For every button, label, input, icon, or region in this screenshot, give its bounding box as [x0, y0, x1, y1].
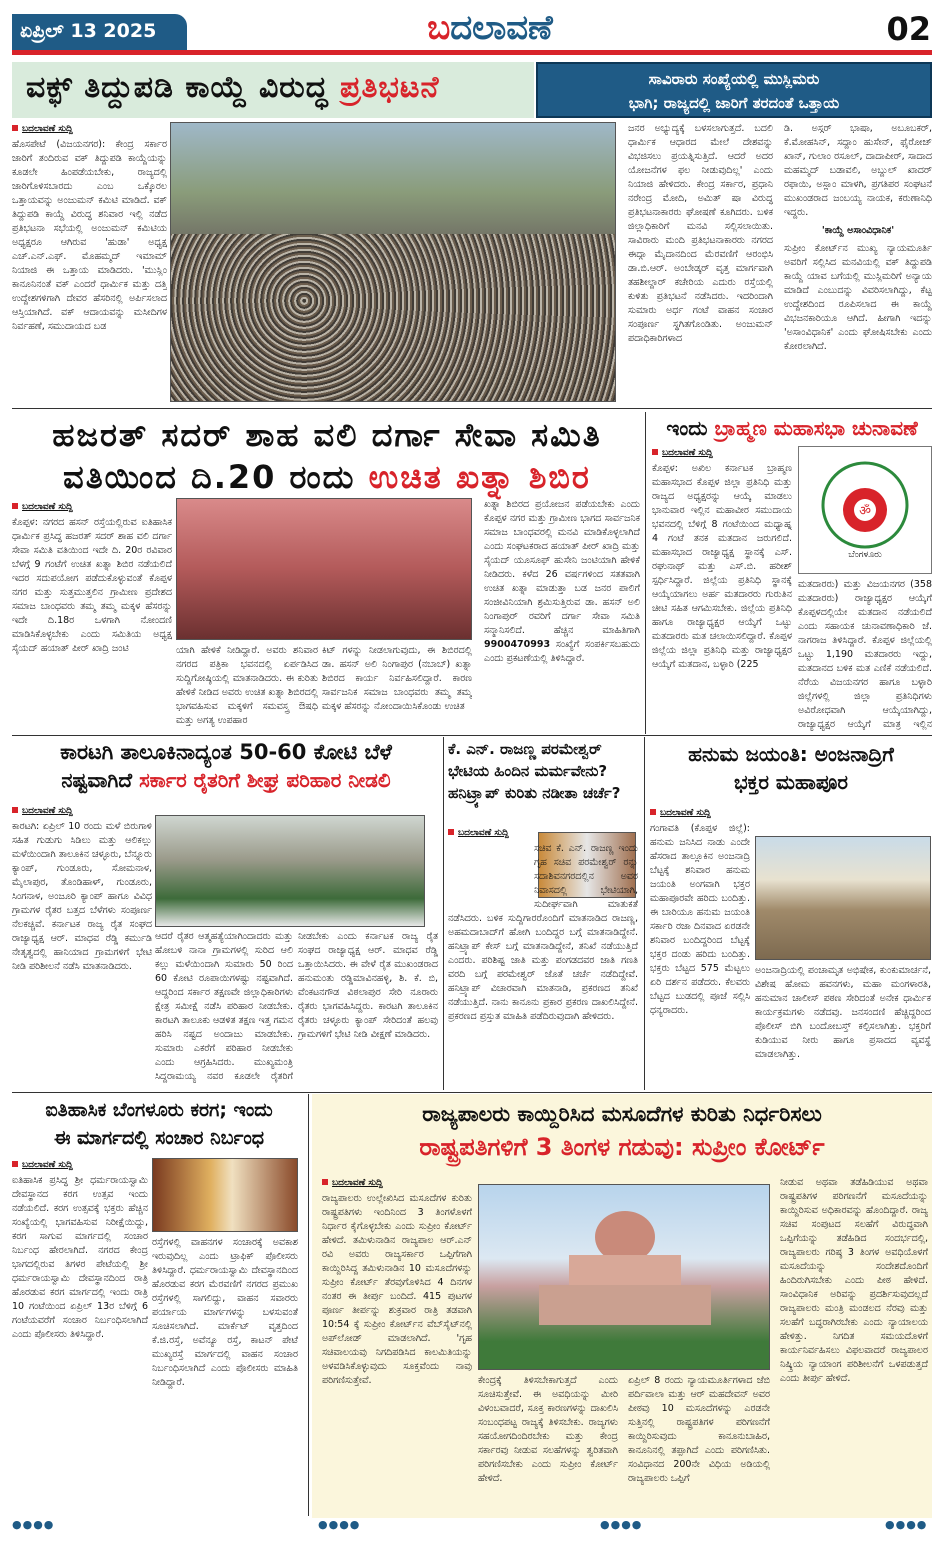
article-text: ಹೊಸಪೇಟೆ (ವಿಜಯನಗರ): ಕೇಂದ್ರ ಸರ್ಕಾರ ಜಾರಿಗೆ ತಂದಿರುವ ವಕ್ ತಿದ್ದುಪಡಿ ಕಾಯ್ದೆಯನ್ನು ಕೂಡಲೇ ಹಿಂಪಡೆಯಬೇಕು, ರಾಜ್ಯದಲ್ಲಿ ಜಾರಿಗೊಳಿಸಬಾರದು ಎಂಬ ಒಕ್ಕೊರಲ ಒತ್ತಾಯವನ್ನು ಅಂಜುಮನ್ ಕಮಿಟಿ ಮಾಡಿದೆ. ವಕ್ ತಿದ್ದುಪಡಿ ಕಾಯ್ದೆ ವಿರುದ್ಧ ಶನಿವಾರ ಇಲ್ಲಿ ನಡೆದ ಪ್ರತಿಭಟನಾ ಸಭೆಯಲ್ಲಿ ಅಂಜುಮನ್ ಕಮಿಟಿಯ ಅಧ್ಯಕ್ಷರೂ ಆಗಿರುವ 'ಹುಡಾ' ಅಧ್ಯಕ್ಷ ಎಚ್.ಎನ್.ಎಫ್. ಮೊಹಮ್ಮದ್ ಇಮಾಮ್ ನಿಯಾಜಿ ಈ ಒತ್ತಾಯ ಮಾಡಿದರು. 'ಮುಸ್ಲಿಂ ಕಾನೂನಿನಂತೆ ವಕ್ ಎಂದರೆ ಧಾರ್ಮಿಕ ಮತ್ತು ದತ್ತಿ ಉದ್ದೇಶಗಳಿಗಾಗಿ ದೇವರ ಹೆಸರಿನಲ್ಲಿ ಅರ್ಪಿಸಲಾದ ಆಸ್ತಿಯಾಗಿದೆ. ವಕ್ ಆದಾಯವನ್ನು ಮಸೀದಿಗಳ ನಿರ್ವಹಣೆ, ಸಮುದಾಯದ ಬಡ [12, 139, 167, 332]
article-text: ಸಚಿವ ಕೆ. ಎನ್. ರಾಜಣ್ಣ ಇಂದು ಗೃಹ ಸಚಿವ ಪರಮೇಶ್ವರ್ ರನ್ನು ಸದಾಶಿವನಗರದಲ್ಲಿನ ಅವರ ನಿವಾಸದಲ್ಲಿ ಭೇಟಿಯಾಗಿ, ಸುದೀರ್ಘವಾಗಿ ಮಾತುಕತೆ ನಡೆಸಿದರು. ಬಳಿಕ ಸುದ್ದಿಗಾರರೊಂದಿಗೆ ಮಾತನಾಡಿದ ರಾಜಣ್ಣ, ಅಹಮದಾಬಾದ್‌ಗೆ ಹೋಗಿ ಬಂದಿದ್ದರ ಬಗ್ಗೆ ಮಾತನಾಡಿದ್ದೇನೆ. ಹನಿಟ್ರ್ಯಾಪ್ ಕೇಸ್ ಬಗ್ಗೆ ಮಾತನಾಡಿದ್ದೇನೆ, ತನಿಖೆ ನಡೆಯುತ್ತಿದೆ ಎಂದರು. ಪರಿಶಿಷ್ಟ ಜಾತಿ ಮತ್ತು ಪಂಗಡದವರ ಜಾತಿ ಗಣತಿ ವರದಿ ಬಗ್ಗೆ ಪರಮೇಶ್ವರ್ ಜೊತೆ ಚರ್ಚೆ ನಡೆದಿದ್ದೇವೆ. ಹನಿಟ್ರ್ಯಾಪ್ ವಿಚಾರವಾಗಿ ಮಾತನಾಡಿ, ಪ್ರಕರಣದ ತನಿಖೆ ನಡೆಯುತ್ತಿದೆ. ನಾನು ಕಾನೂನು ಪ್ರಕಾರ ಪ್ರಕರಣ ದಾಖಲಿಸಿದ್ದೇನೆ. ಪ್ರಕರಣದ ಪ್ರಸ್ತುತ ಮಾಹಿತಿ ಪಡೆದಿರುವುದಾಗಿ ಹೇಳಿದರು. [448, 843, 638, 1022]
divider [645, 412, 646, 734]
court-dome-icon [479, 1185, 771, 1371]
headline-line: ಹಜರತ್ ಸದರ್ ಶಾಹ ವಲಿ ದರ್ಗಾ ಸೇವಾ ಸಮಿತಿ [52, 416, 602, 454]
farmers-photo [155, 815, 425, 927]
karatagi-col2 [155, 930, 293, 1086]
byline: ಬದಲಾವಣೆ ಸುದ್ದಿ [12, 1158, 148, 1172]
article-text: ಜನರ ಅಭ್ಯುದ್ಯಕ್ಕೆ ಬಳಸಲಾಗುತ್ತದೆ. ಬದಲಿ ಧಾರ್ಮಿಕ ಆಧಾರದ ಮೇಲೆ ದೇಶವನ್ನು ವಿಭಜಿಸಲು ಪ್ರಯತ್ನಿಸುತ್ತಿದೆ. ಆದರೆ ಅದರ ಯೋಜನೆಗಳ ಫಲ ನೀಡುವುದಿಲ್ಲ' ಎಂದು ನಿಯಾಜಿ ಹೇಳಿದರು. ಕೇಂದ್ರ ಸರ್ಕಾರ, ಪ್ರಧಾನಿ ನರೇಂದ್ರ ಮೋದಿ, ಅಮಿತ್ ಷಾ ವಿರುದ್ಧ ಪ್ರತಿಭಟನಾಕಾರರು ಘೋಷಣೆ ಕೂಗಿದರು. ಬಳಿಕ ಜಿಲ್ಲಾಧಿಕಾರಿಗೆ ಮನವಿ ಸಲ್ಲಿಸಲಾಯಿತು. ಸಾವಿರಾರು ಮಂದಿ ಪ್ರತಿಭಟನಾಕಾರರು ನಗರದ ಈದ್ಗಾ ಮೈದಾನದಿಂದ ಮೆರವಣಿಗೆ ಆರಂಭಿಸಿ ಡಾ.ಬಿ.ಆರ್. ಅಂಬೇಡ್ಕರ್ ವೃತ್ತ ಮಾರ್ಗವಾಗಿ ತಹಶೀಲ್ದಾರ್ ಕಚೇರಿಯ ಎದುರು ರಸ್ತೆಯಲ್ಲಿ ಕುಳಿತು ಪ್ರತಿಭಟನೆ ನಡೆಸಿದರು. ಇದರಿಂದಾಗಿ ಸುಮಾರು ಅರ್ಧ ಗಂಟೆ ವಾಹನ ಸಂಚಾರ ಸಂಪೂರ್ಣ ಸ್ಥಗಿತಗೊಂಡಿತು. ಅಂಜುಮನ್ ಪದಾಧಿಕಾರಿಗಳಾದ [628, 123, 773, 344]
article-text: ಡಿ. ಅಸ್ಗರ್ ಭಾಷಾ, ಅಬೂಬಕರ್, ಕೆ.ಮೋಹಸಿನ್, ಸದ್ದಾಂ ಹುಸೇನ್, ಫೈರೋಜ್ ಖಾನ್, ಗುಲಾಂ ರಸೂಲ್, ದಾದಾಪೀರ್, ಸಾದಾದ ಮಹಮ್ಮದ್ ಬಡಾವಲಿ, ಅಬ್ದುಲ್ ಖಾದರ್ ರಫಾಯಿ, ಅಸ್ಲಾಂ ಮಾಳಗಿ, ಪ್ರಗತಿಪರ ಸಂಘಟನೆ ಮುಖಂಡರಾದ ಜಂಬಯ್ಯ ನಾಯಕ, ಕರುಣಾನಿಧಿ ಇದ್ದರು. [784, 123, 932, 218]
headline-line: ಈ ಮಾರ್ಗದಲ್ಲಿ ಸಂಚಾರ ನಿರ್ಬಂಧ [53, 1127, 265, 1149]
article-text: ಆದರೆ ರೈತರ ಆತ್ಮಹತ್ಯೆಯಾಗಿಂದಾದರು ಮತ್ತು ಹೋಬಳಿ ನಾನಾ ಗ್ರಾಮಗಳಲ್ಲಿ ಸುರಿದ ಆಲಿ ಕಲ್ಲು ಮಳೆಯಿಂದಾಗಿ ಸುಮಾರು 50 ರಿಂದ 60 ಕೋಟಿ ರೂಪಾಯಿಗಳಷ್ಟು ನಷ್ಟವಾಗಿದೆ. ಆದ್ದರಿಂದ ಸರ್ಕಾರ ತಕ್ಷಣವೇ ಜಿಲ್ಲಾಧಿಕಾರಿಗಳು ಕ್ಷೇತ್ರ ಸಮೀಕ್ಷೆ ನಡೆಸಿ ಪರಿಹಾರ ನೀಡಬೇಕು. ಕಾರಟಗಿ ತಾಲೂಕು ಆಡಳಿತ ತಕ್ಷಣ ಇತ್ತ ಗಮನ ಹರಿಸಿ ನಷ್ಟದ ಅಂದಾಜು ಮಾಡಬೇಕು. ಸುಮಾರು ಎಕರೆಗೆ ಪರಿಹಾರ ನೀಡಬೇಕು ಎಂದು ಆಗ್ರಹಿಸಿದರು. ಮುಖ್ಯಮಂತ್ರಿ ಸಿದ್ದರಾಮಯ್ಯ ನವರ ಕೂಡಲೇ ರೈತರಿಗೆ [155, 931, 293, 1082]
headline-black: ನಷ್ಟವಾಗಿದೆ [61, 768, 133, 792]
karaga-col1 [12, 1158, 148, 1514]
registration-dots: ●●●● [600, 1518, 643, 1531]
byline: ಬದಲಾವಣೆ ಸುದ್ದಿ [448, 826, 534, 840]
headline-black: ವಕ್ಫ್ ತಿದ್ದುಪಡಿ ಕಾಯ್ದೆ ವಿರುದ್ಧ [26, 70, 329, 105]
divider [644, 737, 645, 1090]
article-text: ಕಾರಟಗಿ: ಏಪ್ರಿಲ್ 10 ರಂದು ಮಳೆ ಬಿರುಗಾಳಿ ಸಹಿತ ಗುಡುಗು ಸಿಡಿಲು ಮತ್ತು ಆಲಿಕಲ್ಲು ಮಳೆಯಿಂದಾಗಿ ತಾಲೂಕಿನ ಚಳ್ಳೂರು, ಬೆನ್ನೂರು ಕ್ಯಾಂಪ್, ಗುಂಡೂರು, ಸೋಮನಾಳ, ಮೈಲಾಪುರ, ತೊಂಡಿಹಾಳ್, ಗುಂಡೂರು, ಸಿಂಗನಾಳ, ಅಂಜೂರಿ ಕ್ಯಾಂಪ್ ಹಾಗೂ ವಿವಿಧ ಗ್ರಾಮಗಳ ರೈತರ ಬತ್ತದ ಬೆಳೆಗಳು ಸಂಪೂರ್ಣ ನೆಲಕಚ್ಚಿವೆ. ಕರ್ನಾಟಕ ರಾಜ್ಯ ರೈತ ಸಂಘದ ರಾಜ್ಯಾಧ್ಯಕ್ಷ ಆರ್. ಮಾಧವ ರೆಡ್ಡಿ ಕರ್ಮುಡಿ ನೇತೃತ್ವದಲ್ಲಿ ಹಾನಿಯಾದ ಗ್ರಾಮಗಳಿಗೆ ಭೇಟಿ ನೀಡಿ ಪರಿಶೀಲನೆ ನಡೆಸಿ ಮಾತನಾಡಿದರು. [12, 821, 152, 972]
waqf-col1 [12, 122, 167, 404]
subhead-line: ಸಾವಿರಾರು ಸಂಖ್ಯೆಯಲ್ಲಿ ಮುಸ್ಲಿಮರು [648, 70, 820, 88]
divider [308, 1094, 309, 1516]
subhead-line: ಭಾಗಿ; ರಾಜ್ಯದಲ್ಲಿ ಜಾರಿಗೆ ತರದಂತೆ ಒತ್ತಾಯ [628, 94, 840, 112]
byline: ಬದಲಾವಣೆ ಸುದ್ದಿ [322, 1176, 472, 1190]
article-text: ಐತಿಹಾಸಿಕ ಪ್ರಸಿದ್ಧ ಶ್ರೀ ಧರ್ಮರಾಯಸ್ವಾಮಿ ದೇವಸ್ಥಾನದ ಕರಗ ಉತ್ಸವ ಇಂದು ನಡೆಯಲಿದೆ. ಕರಗ ಉತ್ಸವಕ್ಕೆ ಭಕ್ತರು ಹೆಚ್ಚಿನ ಸಂಖ್ಯೆಯಲ್ಲಿ ಭಾಗವಹಿಸುವ ನಿರೀಕ್ಷೆಯಿದ್ದು, ಕರಗ ಸಾಗುವ ಮಾರ್ಗದಲ್ಲಿ ಸಂಚಾರ ನಿರ್ಬಂಧ ಹೇರಲಾಗಿದೆ. ನಗರದ ಕೇಂದ್ರ ಭಾಗದಲ್ಲಿರುವ ತಿಗಳರ ಪೇಟೆಯಲ್ಲಿ ಶ್ರೀ ಧರ್ಮರಾಯಸ್ವಾಮಿ ದೇವಸ್ಥಾನದಿಂದ ರಾತ್ರಿ ಹೊರಡುವ ಕರಗ ಮಾರ್ಗದಲ್ಲಿ ಇಂದು ರಾತ್ರಿ 10 ಗಂಟೆಯಿಂದ ಏಪ್ರಿಲ್ 13ರ ಬೆಳಿಗ್ಗೆ 6 ಗಂಟೆಯವರೆಗೆ ಸಂಚಾರ ನಿರ್ಬಂಧಿಸಲಾಗಿದೆ ಎಂದು ಪೊಲೀಸರು ತಿಳಿಸಿದ್ದಾರೆ. [12, 1175, 148, 1340]
committee-members-photo [176, 498, 472, 640]
sc-col1 [322, 1176, 472, 1514]
divider [12, 735, 932, 736]
box-title: 'ಕಾಯ್ದೆ ಅಸಾಂವಿಧಾನಿಕ' [821, 225, 895, 236]
article-text: ಅಂಜನಾದ್ರಿಯಲ್ಲಿ ಪಂಚಾಮೃತ ಅಭಿಷೇಕ, ಕುಂಕುಮಾರ್ಚನೆ, ವಿಶೇಷ ಹೋಮ ಹವನಗಳು, ಮಹಾ ಮಂಗಳಾರತಿ, ಹನುಮಾನ ಚಾಲೀಸ್ ಪಠಣ ಸೇರಿದಂತೆ ಅನೇಕ ಧಾರ್ಮಿಕ ಕಾರ್ಯಕ್ರಮಗಳು ನಡೆದವು. ಜನಸಂದಣಿ ಹೆಚ್ಚಿದ್ದರಿಂದ ಪೊಲೀಸ್ ಬಿಗಿ ಬಂದೋಬಸ್ತ್ ಕಲ್ಪಿಸಲಾಗಿತ್ತು. ಭಕ್ತರಿಗೆ ಕುಡಿಯುವ ನೀರು ಹಾಗೂ ಪ್ರಸಾದದ ವ್ಯವಸ್ಥೆ ಮಾಡಲಾಗಿತ್ತು. [755, 965, 931, 1060]
article-text: ಮತದಾರರು) ಮತ್ತು ವಿಜಯನಗರ (358 ಮತದಾರರು) ರಾಜ್ಯಾಧ್ಯಕ್ಷರ ಆಯ್ಕೆಗೆ ಕೊಪ್ಪಳದಲ್ಲಿಯೇ ಮತದಾನ ನಡೆಯಲಿದೆ ಎಂದು ಸಹಾಯಕ ಚುನಾವಣಾಧಿಕಾರಿ ಜೆ. ನಾಗರಾಜ ತಿಳಿಸಿದ್ದಾರೆ. ಕೊಪ್ಪಳ ಜಿಲ್ಲೆಯಲ್ಲಿ ಒಟ್ಟು 1,190 ಮತದಾರರು ಇದ್ದು, ಮತದಾನದ ಬಳಿಕ ಮತ ಎಣಿಕೆ ನಡೆಯಲಿದೆ. ನೆರೆಯ ವಿಜಯನಗರ ಹಾಗೂ ಬಳ್ಳಾರಿ ಜಿಲ್ಲೆಗಳಲ್ಲಿ ಜಿಲ್ಲಾ ಪ್ರತಿನಿಧಿಗಳು ಅವಿರೋಧವಾಗಿ ಆಯ್ಕೆಯಾಗಿದ್ದು, ರಾಜ್ಯಾಧ್ಯಕ್ಷರ ಆಯ್ಕೆಗೆ ಮಾತ್ರ ಇಲ್ಲಿನ [798, 579, 932, 730]
byline: ಬದಲಾವಣೆ ಸುದ್ದಿ [652, 446, 792, 460]
hanuma-headline [650, 740, 932, 796]
article-text: ಏಪ್ರಿಲ್ 8 ರಂದು ನ್ಯಾಯಮೂರ್ತಿಗಳಾದ ಜೆಬಿ ಪರ್ದಿವಾಲಾ ಮತ್ತು ಆರ್ ಮಹದೇವನ್ ಅವರ ಪೀಠವು 10 ಮಸೂದೆಗಳನ್ನು ಎರಡನೇ ಸುತ್ತಿನಲ್ಲಿ ರಾಷ್ಟ್ರಪತಿಗಳ ಪರಿಗಣನೆಗೆ ಕಾಯ್ದಿರಿಸುವುದು ಕಾನೂನುಬಾಹಿರ, ಕಾನೂನಿನಲ್ಲಿ ತಪ್ಪಾಗಿದೆ ಎಂದು ಪರಿಗಣಿಸಿತು. ಸಂವಿಧಾನದ 200ನೇ ವಿಧಿಯ ಅಡಿಯಲ್ಲಿ ರಾಜ್ಯಪಾಲರು ಒಪ್ಪಿಗೆ [628, 1375, 770, 1484]
waqf-headline [12, 62, 534, 118]
rajanna-headline: ಕೆ. ಎನ್. ರಾಜಣ್ಣ ಪರಮೇಶ್ವರ್ ಭೇಟಿಯ ಹಿಂದಿನ ಮರ್ಮವೇನು? ಹನಿಟ್ರ್ಯಾಪ್ ಕುರಿತು ನಡೀತಾ ಚರ್ಚೆ? [448, 740, 621, 802]
sc-col2 [478, 1374, 618, 1514]
registration-dots: ●●●● [318, 1518, 361, 1531]
masthead-red: ಬ [427, 8, 451, 48]
headline-red: ಪ್ರತಿಭಟನೆ [339, 70, 440, 105]
article-text: ನೀಡಬೇಕು ಎಂದು ಕರ್ನಾಟಕ ರಾಜ್ಯ ರೈತ ಸಂಘದ ರಾಜ್ಯಾಧ್ಯಕ್ಷ ಆರ್. ಮಾಧವ ರೆಡ್ಡಿ ಒತ್ತಾಯಿಸಿದರು. ಈ ವೇಳೆ ರೈತ ಮುಖಂಡರಾದ ಹನುಮಂತು ರಡ್ಡಿಮಾವಿನಹಳ್ಳಿ, ಶಿ. ಕೆ. ಬಿ, ವೆಂಕಟನಗೌಡ ವಿಠಲಾಪುರ ಸೇರಿ ನೂರಾರು ರೈತರು ಭಾಗವಹಿಸಿದ್ದರು. ಕಾರಟಗಿ ತಾಲೂಕಿನ ರೈತರು ಚಳ್ಳೂರು ಕ್ಯಾಂಪ್ ಸೇರಿದಂತೆ ಹಲವು ಗ್ರಾಮಗಳಿಗೆ ಭೇಟಿ ನೀಡಿ ವೀಕ್ಷಣೆ ಮಾಡಿದರು. [298, 931, 438, 1040]
headline-black: ಇಂದು [666, 416, 708, 440]
karatagi-headline [12, 738, 440, 794]
lotus-om-emblem-icon [820, 460, 910, 550]
logo-caption: ಬೆಂಗಳೂರು [848, 550, 882, 560]
anjanadri-hill-photo [755, 836, 931, 960]
article-text: ನೀಡುವ ಅಥವಾ ತಡೆಹಿಡಿಯುವ ಅಥವಾ ರಾಷ್ಟ್ರಪತಿಗಳ ಪರಿಗಣನೆಗೆ ಮಸೂದೆಯನ್ನು ಕಾಯ್ದಿರಿಸುವ ಅಧಿಕಾರವನ್ನು ಹೊಂದಿದ್ದಾರೆ. ರಾಜ್ಯ ಸಚಿವ ಸಂಪುಟದ ಸಲಹೆಗೆ ವಿರುದ್ಧವಾಗಿ ಒಪ್ಪಿಗೆಯನ್ನು ತಡೆಹಿಡಿದ ಸಂದರ್ಭದಲ್ಲಿ, ರಾಜ್ಯಪಾಲರು ಗರಿಷ್ಠ 3 ತಿಂಗಳ ಅವಧಿಯೊಳಗೆ ಮಸೂದೆಯನ್ನು ಸಂದೇಶದೊಂದಿಗೆ ಹಿಂದಿರುಗಿಸಬೇಕು ಎಂದು ಪೀಠ ಹೇಳಿದೆ. ಸಾಂವಿಧಾನಿಕ ಅರಿವನ್ನು ಪ್ರದರ್ಶಿಸುವುದಲ್ಲದೆ ರಾಜ್ಯಪಾಲರು ಮಂತ್ರಿ ಮಂಡಲದ ನೆರವು ಮತ್ತು ಸಲಹೆಗೆ ಬದ್ಧರಾಗಿರಬೇಕು ಎಂದು ನ್ಯಾಯಾಲಯ ಹೇಳಿತ್ತು. ನಿಗದಿತ ಸಮಯದೊಳಗೆ ಕಾರ್ಯನಿರ್ವಹಿಸಲು ವಿಫಲವಾದರೆ ರಾಜ್ಯಪಾಲರ ನಿಷ್ಕ್ರಿಯ ನ್ಯಾಯಾಂಗ ಪರಿಶೀಲನೆಗೆ ಒಳಪಡುತ್ತದೆ ಎಂದು ತೀರ್ಪು ಹೇಳಿದೆ. [780, 1177, 928, 1384]
headline-line: ಐತಿಹಾಸಿಕ ಬೆಂಗಳೂರು ಕರಗ; ಇಂದು [45, 1099, 273, 1121]
divider [12, 408, 932, 409]
headline-red: ಉಚಿತ ಖತ್ನಾ ಶಿಬಿರ [368, 458, 591, 496]
dargah-col2 [176, 644, 318, 732]
karaga-col2 [152, 1236, 298, 1514]
headline-red: ಬ್ರಾಹ್ಮಣ ಮಹಾಸಭಾ ಚುನಾವಣೆ [714, 416, 918, 440]
header-divider [12, 50, 932, 55]
waqf-col2 [628, 122, 773, 404]
date-tab: ಏಪ್ರಿಲ್ 13 2025 [12, 14, 187, 50]
registration-dots: ●●●● [12, 1518, 55, 1531]
phone-number: 9900470993 [484, 639, 551, 650]
karatagi-col3 [298, 930, 438, 1086]
article-text: ಸಂಖ್ಯೆಗೆ ಸಂಪರ್ಕಿಸಬಹುದು ಎಂದು ಪ್ರಕಟಣೆಯಲ್ಲಿ ತಿಳಿಸಿದ್ದಾರೆ. [484, 639, 640, 664]
article-text: ಗಂಗಾವತಿ (ಕೊಪ್ಪಳ ಜಿಲ್ಲೆ): ಹನುಮ ಜನಿಸಿದ ನಾಡು ಎಂದೇ ಹೆಸರಾದ ತಾಲ್ಲೂಕಿನ ಅಂಜನಾದ್ರಿ ಬೆಟ್ಟಕ್ಕೆ ಶನಿವಾರ ಹನುಮ ಜಯಂತಿ ಅಂಗವಾಗಿ ಭಕ್ತರ ಮಹಾಪೂರವೇ ಹರಿದು ಬಂದಿತ್ತು. ಈ ಬಾರಿಯೂ ಹನುಮ ಜಯಂತಿ ಸರ್ಕಾರಿ ರಜಾ ದಿನವಾದ ಏರಡನೇ ಶನಿವಾರ ಬಂದಿದ್ದರಿಂದ ಬೆಟ್ಟಕ್ಕೆ ಭಕ್ತರ ದಂಡು ಹರಿದು ಬಂದಿತ್ತು. ಭಕ್ತರು ಬೆಟ್ಟದ 575 ಮೆಟ್ಟಲು ಏರಿ ದರ್ಶನ ಪಡೆದರು. ಕೆಲವರು ಬೆಟ್ಟದ ಬುಡದಲ್ಲಿ ಪೂಜೆ ಸಲ್ಲಿಸಿ ಧನ್ಯರಾದರು. [650, 823, 750, 1016]
byline: ಬದಲಾವಣೆ ಸುದ್ದಿ [12, 804, 152, 818]
headline-line: ರಾಜ್ಯಪಾಲರು ಕಾಯ್ದಿರಿಸಿದ ಮಸೂದೆಗಳ ಕುರಿತು ನಿರ್ಧರಿಸಲು [422, 1102, 822, 1126]
article-text: ಕೊಪ್ಪಳ: ಅಖಿಲ ಕರ್ನಾಟಕ ಬ್ರಾಹ್ಮಣ ಮಹಾಸಭಾದ ಕೊಪ್ಪಳ ಜಿಲ್ಲಾ ಪ್ರತಿನಿಧಿ ಮತ್ತು ರಾಜ್ಯದ ಅಧ್ಯಕ್ಷರನ್ನು ಆಯ್ಕೆ ಮಾಡಲು ಭಾನುವಾರ ಇಲ್ಲಿನ ಮಹಾವೀರ ಸಮುದಾಯ ಭವನದಲ್ಲಿ ಬೆಳಿಗ್ಗೆ 8 ಗಂಟೆಯಿಂದ ಮಧ್ಯಾಹ್ನ 4 ಗಂಟೆ ತನಕ ಮತದಾನ ಜರುಗಲಿದೆ. ಮಹಾಸಭಾದ ರಾಜ್ಯಾಧ್ಯಕ್ಷ ಸ್ಥಾನಕ್ಕೆ ಎಸ್. ರಘುನಾಥ್ ಮತ್ತು ಎಸ್.ಬಿ. ಹರೀಶ್ ಸ್ಪರ್ಧಿಸಿದ್ದಾರೆ. ಜಿಲ್ಲೆಯ ಪ್ರತಿನಿಧಿ ಸ್ಥಾನಕ್ಕೆ ಆಯ್ಕೆಯಾಗಲು ಅರ್ಹ ಮತದಾರರು ಗುರುತಿನ ಚೀಟಿ ಸಹಿತ ಆಗಮಿಸಬೇಕು. ಜಿಲ್ಲೆಯ ಪ್ರತಿನಿಧಿ ಹಾಗೂ ರಾಜ್ಯಾಧ್ಯಕ್ಷರ ಆಯ್ಕೆಗೆ ಒಟ್ಟು ಮತದಾರರು ಮತ ಚಲಾಯಿಸಲಿದ್ದಾರೆ. ಕೊಪ್ಪಳ ಜಿಲ್ಲೆಯ ಜಿಲ್ಲಾ ಪ್ರತಿನಿಧಿ ಮತ್ತು ರಾಜ್ಯಾಧ್ಯಕ್ಷರ ಆಯ್ಕೆಗೆ ಮತದಾನ, ಬಳ್ಳಾರಿ (225 [652, 463, 792, 670]
dargah-col1 [12, 500, 172, 730]
svg-text:ॐ: ॐ [859, 504, 871, 519]
sc-col4 [780, 1176, 928, 1514]
masthead-logo [340, 8, 640, 48]
headline-red: ಸರ್ಕಾರ ರೈತರಿಗೆ ಶೀಘ್ರ ಪರಿಹಾರ ನೀಡಲಿ [139, 768, 391, 792]
article-text: ಯಾಗಿ ಹೇಳಿಕೆ ನೀಡಿದ್ದಾರೆ. ಅವರು ಶನಿವಾರ ನಗರದ ಪತ್ರಿಕಾ ಭವನದಲ್ಲಿ ಏರ್ಪಡಿಸಿದ ಸುದ್ದಿಗೋಷ್ಠಿಯಲ್ಲಿ ಮಾತನಾಡಿದರು. ಈ ಕುರಿತು ಹೇಳಿಕೆ ನೀಡಿದ ಅವರು ಉಚಿತ ಖತ್ನಾ ಶಿಬಿರದಲ್ಲಿ ಭಾಗವಹಿಸುವ ಮಕ್ಕಳಿಗೆ ಸಮವಸ್ತ್ರ ಔಷಧಿ ಮತ್ತು ಅಗತ್ಯ ಉಪಹಾರ [176, 645, 318, 726]
supreme-court-headline [312, 1098, 932, 1164]
masthead-blue: ದಲಾವಣೆ [450, 8, 553, 48]
article-text: ಕಿಟ್ ಗಳನ್ನು ನೀಡಲಾಗುವುದು, ಈ ಶಿಬಿರದಲ್ಲಿ ಡಾ. ಹಸನ್ ಅಲಿ ನಿಂಗಾಪುರ (ನಬಾಬ್) ಖತ್ನಾ ಶಿಬಿರದ ಕಾರ್ಯ ನಿರ್ವಹಿಸಲಿದ್ದಾರೆ. ಕಾರಣ ಸಾರ್ವಜನಿಕ ಸಮಾಜ ಬಾಂಧವರು ತಮ್ಮ ತಮ್ಮ ಮಕ್ಕಳ ಹೆಸರನ್ನು ನೋಂದಾಯಿಸಿಕೊಂಡು ಉಚಿತ [322, 645, 472, 712]
article-text: ಸುಪ್ರೀಂ ಕೋರ್ಟ್‌ನ ಮುಖ್ಯ ನ್ಯಾಯಮೂರ್ತಿ ಅವರಿಗೆ ಸಲ್ಲಿಸಿದ ಮನವಿಯಲ್ಲಿ ವಕ್ ತಿದ್ದುಪಡಿ ಕಾಯ್ದೆ ಯಾವ ಬಗೆಯಲ್ಲಿ ಮುಸ್ಲಿಮರಿಗೆ ಅನ್ಯಾಯ ಮಾಡಿದೆ ಎಂಬುದನ್ನು ವಿವರಿಸಲಾಗಿದ್ದು, ಕೆಟ್ಟ ಉದ್ದೇಶದಿಂದ ರೂಪಿಸಲಾದ ಈ ಕಾಯ್ದೆ ವಿಭಜನಕಾರಿಯೂ ಆಗಿದೆ. ಹೀಗಾಗಿ ಇದನ್ನು 'ಅಸಾಂವಿಧಾನಿಕ' ಎಂದು ಘೋಷಿಸಬೇಕು ಎಂದು ಕೋರಲಾಗಿದೆ. [784, 243, 932, 352]
brahmana-col2 [798, 578, 932, 732]
rajanna-body [448, 842, 638, 1086]
supreme-court-building-photo [478, 1184, 770, 1370]
karaga-headline [12, 1096, 306, 1152]
article-text: ಖತ್ನಾ ಶಿಬಿರದ ಪ್ರಯೋಜನ ಪಡೆಯಬೇಕು ಎಂದು ಕೊಪ್ಪಳ ನಗರ ಮತ್ತು ಗ್ರಾಮೀಣ ಭಾಗದ ಸಾರ್ವಜನಿಕ ಸಮಾಜ ಬಾಂಧವರಲ್ಲಿ ಮನವಿ ಮಾಡಿಕೊಳ್ಳಲಾಗಿದೆ ಎಂದು ಸಂಘಟಕರಾದ ಹಯಾತ್ ಪೀರ್ ಖಾದ್ರಿ ಮತ್ತು ಸೈಯದ್ ಯೂಸೂಫ್ ಹುಸೇನಿ ಜಂಟಿಯಾಗಿ ಹೇಳಿಕೆ ನೀಡಿದರು. ಕಳೆದ 26 ವರ್ಷಗಳಿಂದ ಸತತವಾಗಿ ಉಚಿತ ಖತ್ನಾ ಮಾಡುತ್ತಾ ಬಡ ಜನರ ಪಾಲಿಗೆ ಸಂಜೀವಿನಿಯಾಗಿ ಶ್ರಮಿಸುತ್ತಿರುವ ಡಾ. ಹಸನ್ ಅಲಿ ನಿಂಗಾಪುರ್ ರವರಿಗೆ ದರ್ಗಾ ಸೇವಾ ಸಮಿತಿ ಸನ್ಮಾನಿಸಲಿದೆ. ಹೆಚ್ಚಿನ ಮಾಹಿತಿಗಾಗಿ [484, 499, 640, 636]
article-text: ಕೇಂದ್ರಕ್ಕೆ ತಿಳಿಸಬೇಕಾಗುತ್ತದೆ ಎಂದು ಸೂಚಿಸುತ್ತೇವೆ. ಈ ಅವಧಿಯನ್ನು ಮೀರಿ ವಿಳಂಬವಾದರೆ, ಸೂಕ್ತ ಕಾರಣಗಳನ್ನು ದಾಖಲಿಸಿ ಸಂಬಂಧಪಟ್ಟ ರಾಜ್ಯಕ್ಕೆ ತಿಳಿಸಬೇಕು. ರಾಜ್ಯಗಳು ಸಹಯೋಗದಿಂದಿರಬೇಕು ಮತ್ತು ಕೇಂದ್ರ ಸರ್ಕಾರವು ನೀಡುವ ಸಲಹೆಗಳನ್ನು ತ್ವರಿತವಾಗಿ ಪರಿಗಣಿಸಬೇಕು ಎಂದು ಸುಪ್ರೀಂ ಕೋರ್ಟ್ ಹೇಳಿದೆ. [478, 1375, 618, 1484]
mahasabha-logo [798, 446, 932, 574]
dargah-headline [12, 414, 642, 498]
dargah-col4 [484, 498, 640, 732]
brahmana-col1 [652, 446, 792, 732]
byline: ಬದಲಾವಣೆ ಸುದ್ದಿ [650, 806, 750, 820]
hanuma-col1 [650, 806, 750, 1086]
article-text: ರಸ್ತೆಗಳಲ್ಲಿ ವಾಹನಗಳ ಸಂಚಾರಕ್ಕೆ ಅವಕಾಶ ಇರುವುದಿಲ್ಲ ಎಂದು ಟ್ರಾಫಿಕ್ ಪೊಲೀಸರು ತಿಳಿಸಿದ್ದಾರೆ. ಧರ್ಮರಾಯಸ್ವಾಮಿ ದೇವಸ್ಥಾನದಿಂದ ಹೊರಡುವ ಕರಗ ಮೆರವಣಿಗೆ ನಗರದ ಪ್ರಮುಖ ರಸ್ತೆಗಳಲ್ಲಿ ಸಾಗಲಿದ್ದು, ವಾಹನ ಸವಾರರು ಪರ್ಯಾಯ ಮಾರ್ಗಗಳನ್ನು ಬಳಸುವಂತೆ ಸೂಚಿಸಲಾಗಿದೆ. ಮಾರ್ಕೆಟ್ ವೃತ್ತದಿಂದ ಕೆ.ಜಿ.ರಸ್ತೆ, ಅವೆನ್ಯೂ ರಸ್ತೆ, ಕಾಟನ್ ಪೇಟೆ ಮುಖ್ಯರಸ್ತೆ ಮಾರ್ಗದಲ್ಲಿ ವಾಹನ ಸಂಚಾರ ನಿರ್ಬಂಧಿಸಲಾಗಿದೆ ಎಂದು ಪೊಲೀಸರು ಮಾಹಿತಿ ನೀಡಿದ್ದಾರೆ. [152, 1237, 298, 1388]
headline-line: ಕಾರಟಗಿ ತಾಲೂಕಿನಾದ್ಯಂತ 50-60 ಕೋಟಿ ಬೆಳೆ [60, 740, 392, 764]
karaga-procession-photo [152, 1158, 298, 1232]
article-text: ರಾಜ್ಯಪಾಲರು ಉಲ್ಲೇಖಿಸಿದ ಮಸೂದೆಗಳ ಕುರಿತು ರಾಷ್ಟ್ರಪತಿಗಳು ಇಂದಿನಿಂದ 3 ತಿಂಗಳೊಳಗೆ ನಿರ್ಧಾರ ಕೈಗೊಳ್ಳಬೇಕು ಎಂದು ಸುಪ್ರೀಂ ಕೋರ್ಟ್ ಹೇಳಿದೆ. ತಮಿಳುನಾಡಿನ ರಾಜ್ಯಪಾಲ ಆರ್.ಎನ್ ರವಿ ಅವರು ರಾಜ್ಯಸರ್ಕಾರ ಒಪ್ಪಿಗೆಗಾಗಿ ಕಾಯ್ದಿರಿಸಿದ್ದ ತಮಿಳುನಾಡಿನ 10 ಮಸೂದೆಗಳನ್ನು ಸುಪ್ರೀಂ ಕೋರ್ಟ್ ತೆರವುಗೊಳಿಸಿದ 4 ದಿನಗಳ ನಂತರ ಈ ತೀರ್ಪು ಬಂದಿದೆ. 415 ಪುಟಗಳ ಪೂರ್ಣ ತೀರ್ಪನ್ನು ಶುಕ್ರವಾರ ರಾತ್ರಿ ತಡವಾಗಿ 10:54 ಕ್ಕೆ ಸುಪ್ರೀಂ ಕೋರ್ಟ್‌ನ ವೆಬ್‌ಸೈಟ್‌ನಲ್ಲಿ ಅಪ್‌ಲೋಡ್ ಮಾಡಲಾಗಿದೆ. 'ಗೃಹ ಸಚಿವಾಲಯವು ನಿಗದಿಪಡಿಸಿದ ಕಾಲಮಿತಿಯನ್ನು ಅಳವಡಿಸಿಕೊಳ್ಳುವುದು ಸೂಕ್ತವೆಂದು ನಾವು ಪರಿಗಣಿಸುತ್ತೇವೆ. [322, 1193, 472, 1386]
sc-col3 [628, 1374, 770, 1514]
dargah-col3 [322, 644, 472, 732]
waqf-col3 [784, 122, 932, 404]
headline-line: ರಾಷ್ಟ್ರಪತಿಗಳಿಗೆ 3 ತಿಂಗಳ ಗಡುವು: ಸುಪ್ರೀಂ ಕೋರ್ಟ್ [419, 1133, 825, 1161]
byline: ಬದಲಾವಣೆ ಸುದ್ದಿ [12, 500, 172, 514]
registration-dots: ●●●● [885, 1518, 928, 1531]
divider [12, 1092, 932, 1093]
headline-line: ಭಕ್ತರ ಮಹಾಪೂರ [734, 770, 848, 794]
hanuma-col2 [755, 964, 931, 1086]
brahmana-headline [652, 414, 932, 442]
headline-black: ವತಿಯಿಂದ ದಿ.20 ರಂದು [63, 458, 356, 496]
protest-crowd-photo [170, 122, 616, 402]
karatagi-col1 [12, 804, 152, 1086]
page-number: 02 [886, 10, 931, 48]
article-text: ಕೊಪ್ಪಳ: ನಗರದ ಹಸನ್ ರಸ್ತೆಯಲ್ಲಿರುವ ಐತಿಹಾಸಿಕ ಧಾರ್ಮಿಕ ಪ್ರಸಿದ್ಧ ಹಜರತ್ ಸದರ್ ಶಾಹ ವಲಿ ದರ್ಗಾ ಸೇವಾ ಸಮಿತಿ ವತಿಯಿಂದ ಇದೇ ದಿ. 20ರ ರವಿವಾರ ಬೆಳಗ್ಗೆ 9 ಗಂಟೆಗೆ ಉಚಿತ ಖತ್ನಾ ಶಿಬಿರ ನಡೆಯಲಿದೆ ಇದರ ಸದುಪಯೋಗ ಪಡೆದುಕೊಳ್ಳುವಂತೆ ಕೊಪ್ಪಳ ನಗರ ಮತ್ತು ಸುತ್ತಮುತ್ತಲಿನ ಗ್ರಾಮೀಣ ಪ್ರದೇಶದ ಸಮಾಜ ಬಾಂಧವರು ತಮ್ಮ ತಮ್ಮ ಮಕ್ಕಳ ಹೆಸರನ್ನು ಇದೇ ದಿ.18ರ ಒಳಗಾಗಿ ನೋಂದಣಿ ಮಾಡಿಸಿಕೊಳ್ಳಬೇಕು ಎಂದು ಸಮಿತಿಯ ಅಧ್ಯಕ್ಷ ಸೈಯದ್ ಹಯಾತ್ ಪೀರ್ ಖಾದ್ರಿ ಜಂಟಿ [12, 517, 172, 654]
waqf-subhead [536, 62, 932, 118]
byline: ಬದಲಾವಣೆ ಸುದ್ದಿ [12, 122, 167, 136]
divider [443, 737, 444, 1090]
headline-line: ಹನುಮ ಜಯಂತಿ: ಅಂಜನಾದ್ರಿಗೆ [688, 742, 894, 766]
